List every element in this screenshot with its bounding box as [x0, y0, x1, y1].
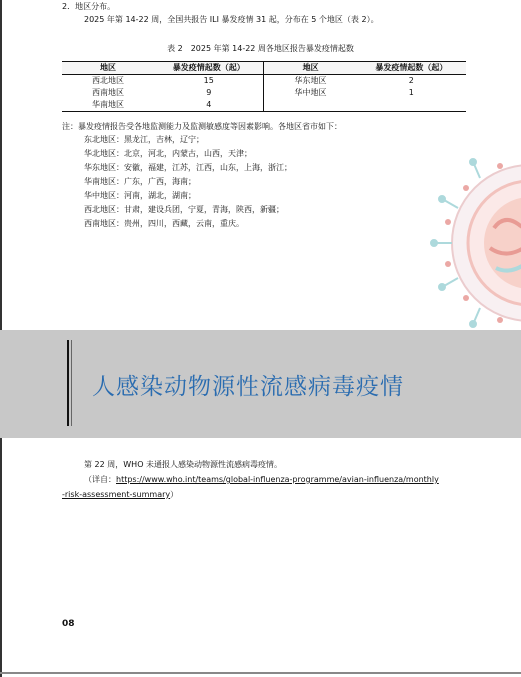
table-cell-region: 华南地区 — [62, 99, 154, 112]
page-number: 08 — [62, 619, 75, 629]
detail-line-continued — [62, 489, 178, 500]
region-list-item: 华南地区：广东，广西，海南； — [84, 177, 196, 186]
region-list-item: 西北地区：甘肃，建设兵团，宁夏，青海，陕西，新疆； — [84, 205, 284, 214]
table-cell-count: 1 — [408, 88, 414, 97]
table-cell-count — [357, 99, 466, 112]
section-title: 人感染动物源性流感病毒疫情 — [92, 374, 404, 400]
who-link[interactable]: https://www.who.int/teams/global-influenza-programme/avian-influenza/monthly — [116, 475, 439, 484]
detail-prefix: （详自： — [84, 475, 116, 484]
header-region-right: 地区 — [264, 62, 357, 75]
detail-line — [84, 474, 439, 485]
table-cell-region: 西北地区 — [92, 76, 124, 85]
table-row — [62, 87, 466, 99]
table-cell-count: 2 — [408, 76, 414, 85]
banner-rule-thin — [71, 340, 72, 426]
header-region-left: 地区 — [62, 62, 154, 75]
table-cell-count: 4 — [154, 99, 264, 112]
table-cell-count: 9 — [154, 87, 264, 99]
table-cell-region: 华东地区 — [294, 76, 327, 85]
outbreak-table — [62, 61, 466, 112]
table-row — [62, 75, 466, 88]
section-banner — [0, 330, 521, 438]
table-row — [62, 99, 466, 112]
avian-paragraph: 第 22 周，WHO 未通报人感染动物源性流感病毒疫情。 — [84, 460, 283, 469]
page-bottom-border — [0, 672, 521, 674]
intro-paragraph: 2025 年第 14-22 周，全国共报告 ILI 暴发疫情 31 起，分布在 5 个地区（表 2）。 — [84, 15, 379, 24]
banner-rule-thick — [67, 340, 69, 426]
header-count-right: 暴发疫情起数（起） — [357, 62, 466, 75]
region-list-item: 华北地区：北京，河北，内蒙古，山西，天津； — [84, 149, 252, 158]
detail-suffix: ） — [170, 490, 179, 499]
table-caption: 表 2 2025 年第 14-22 周各地区报告暴发疫情起数 — [167, 44, 354, 53]
header-count-left: 暴发疫情起数（起） — [154, 62, 264, 75]
section-item-heading: 2．地区分布。 — [62, 2, 116, 11]
who-link-continued[interactable]: -risk-assessment-summary — [62, 490, 171, 499]
table-cell-count: 15 — [154, 75, 264, 88]
region-list-item: 华中地区：河南，湖北，湖南； — [84, 191, 196, 200]
table-header-row — [62, 62, 466, 75]
virus-illustration — [390, 148, 521, 330]
table-note-title: 注：暴发疫情报告受各地监测能力及监测敏感度等因素影响。各地区省市如下： — [62, 122, 342, 131]
region-list-item: 西南地区：贵州，四川，西藏，云南，重庆。 — [84, 219, 244, 228]
table-cell-region — [264, 99, 357, 112]
region-list-item: 华东地区：安徽，福建，江苏，江西，山东，上海，浙江； — [84, 163, 292, 172]
region-list-item: 东北地区：黑龙江，吉林，辽宁； — [84, 135, 204, 144]
table-cell-region: 华中地区 — [294, 88, 327, 97]
table-cell-region: 西南地区 — [92, 88, 124, 97]
